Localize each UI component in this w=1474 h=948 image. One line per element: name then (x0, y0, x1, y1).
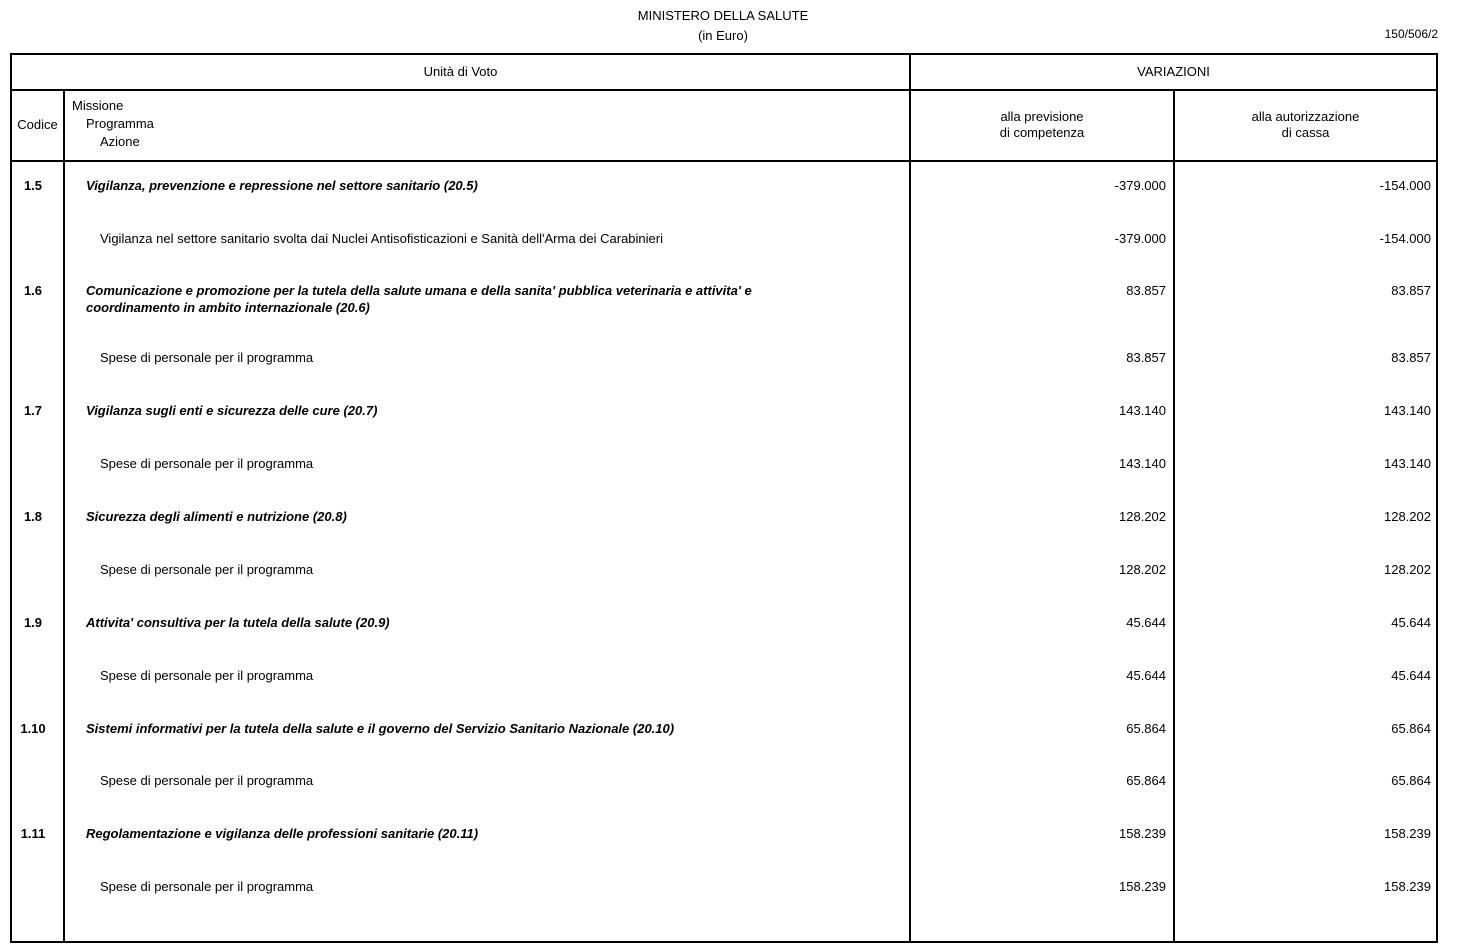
competenza-value: 83.857 (1126, 283, 1166, 298)
row-code: 1.9 (23, 615, 43, 630)
programma-label: Comunicazione e promozione per la tutela della salute umana e della sanita' pubblica veterinaria e attivita' e (86, 283, 752, 298)
header-divider-1 (10, 89, 1438, 91)
currency-subtitle: (in Euro) (698, 28, 748, 43)
competenza-header-line2: di competenza (999, 125, 1085, 140)
row-code: 1.10 (20, 721, 46, 736)
codice-header: Codice (17, 117, 58, 132)
competenza-value: 65.864 (1126, 773, 1166, 788)
programma-label: Regolamentazione e vigilanza delle professioni sanitarie (20.11) (86, 826, 479, 841)
competenza-value: 83.857 (1126, 350, 1166, 365)
cassa-value: 65.864 (1391, 721, 1431, 736)
azione-label: Spese di personale per il programma (100, 562, 314, 577)
cassa-value: 143.140 (1384, 456, 1431, 471)
cassa-value: 128.202 (1384, 509, 1431, 524)
competenza-value: 45.644 (1126, 615, 1166, 630)
programma-label: Vigilanza, prevenzione e repressione nel settore sanitario (20.5) (86, 178, 478, 193)
azione-label: Spese di personale per il programma (100, 668, 314, 683)
programma-label: Attivita' consultiva per la tutela della salute (20.9) (86, 615, 390, 630)
competenza-header-line1: alla previsione (1000, 109, 1084, 124)
azione-label: Vigilanza nel settore sanitario svolta dai Nuclei Antisofisticazioni e Sanità dell'Arma dei Carabinieri (100, 231, 663, 246)
competenza-value: 65.864 (1126, 721, 1166, 736)
cassa-value: -154.000 (1379, 231, 1431, 246)
competenza-value: 158.239 (1119, 879, 1166, 894)
programma-label: Sicurezza degli alimenti e nutrizione (20.8) (86, 509, 347, 524)
competenza-value: 143.140 (1119, 456, 1166, 471)
competenza-value: 45.644 (1126, 668, 1166, 683)
cassa-value: -154.000 (1379, 178, 1431, 193)
cassa-value: 128.202 (1384, 562, 1431, 577)
row-code: 1.11 (20, 826, 46, 841)
cassa-value: 45.644 (1391, 668, 1431, 683)
cassa-header-line1: alla autorizzazione (1251, 109, 1360, 124)
header-divider-2 (10, 160, 1438, 162)
competenza-value: 128.202 (1119, 509, 1166, 524)
competenza-value: 143.140 (1119, 403, 1166, 418)
document-reference: 150/506/2 (1384, 27, 1438, 41)
azione-label: Spese di personale per il programma (100, 456, 314, 471)
variazioni-header: VARIAZIONI (1137, 64, 1210, 79)
row-code: 1.8 (23, 509, 43, 524)
codice-column-divider (63, 90, 65, 943)
programma-label-line2: coordinamento in ambito internazionale (20.6) (86, 300, 370, 315)
cassa-header-line2: di cassa (1281, 125, 1330, 140)
row-code: 1.6 (23, 283, 43, 298)
azione-label: Spese di personale per il programma (100, 773, 314, 788)
competenza-value: 158.239 (1119, 826, 1166, 841)
cassa-value: 83.857 (1391, 283, 1431, 298)
cassa-value: 83.857 (1391, 350, 1431, 365)
cassa-value: 158.239 (1384, 826, 1431, 841)
competenza-value: 128.202 (1119, 562, 1166, 577)
azione-label: Spese di personale per il programma (100, 350, 314, 365)
cassa-value: 158.239 (1384, 879, 1431, 894)
row-code: 1.5 (23, 178, 43, 193)
missione-header: Missione (72, 98, 124, 113)
unita-di-voto-header: Unità di Voto (423, 64, 498, 79)
cassa-value: 143.140 (1384, 403, 1431, 418)
cassa-value: 65.864 (1391, 773, 1431, 788)
azione-header: Azione (100, 134, 140, 149)
programma-header: Programma (86, 116, 154, 131)
azione-label: Spese di personale per il programma (100, 879, 314, 894)
competenza-value: -379.000 (1114, 231, 1166, 246)
programma-label: Vigilanza sugli enti e sicurezza delle cure (20.7) (86, 403, 378, 418)
document-title: MINISTERO DELLA SALUTE (637, 8, 809, 23)
programma-label: Sistemi informativi per la tutela della salute e il governo del Servizio Sanitario Nazionale (20.10) (86, 721, 675, 736)
cassa-value: 45.644 (1391, 615, 1431, 630)
competenza-value: -379.000 (1114, 178, 1166, 193)
row-code: 1.7 (23, 403, 43, 418)
